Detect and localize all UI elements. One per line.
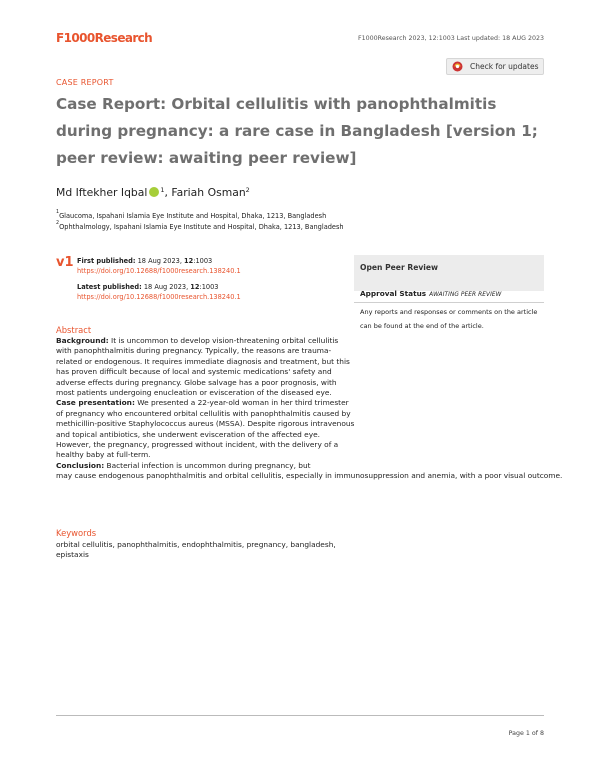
page-number: Page 1 of 8 [508,730,544,737]
latest-published-volume: 12 [190,283,200,291]
approval-status-value: AWAITING PEER REVIEW [429,292,502,298]
affiliation [56,223,344,231]
peer-review-title: Open Peer Review [360,263,439,272]
approval-status-label: Approval Status [360,289,427,298]
citation-line: F1000Research 2023, 12:1003 Last updated: 18 AUG 2023 [358,35,544,42]
latest-published-doi-link[interactable]: https://doi.org/10.12688/f1000research.138240.1 [77,293,241,301]
first-published-date: 18 Aug 2023, [135,257,185,265]
author-list [56,186,250,199]
first-published-block [77,256,241,276]
latest-published-page: :1003 [199,283,219,291]
first-published-label: First published: [77,257,136,265]
first-published-volume: 12 [184,257,194,265]
latest-published-label: Latest published: [77,283,142,291]
journal-logo[interactable]: F1000Research [56,31,153,45]
article-title: Case Report: Orbital cellulitis with panophthalmitis during pregnancy: a rare case in Bangladesh [version 1; peer review: awaiting peer review] [56,95,538,167]
latest-published-block [77,282,241,302]
conclusion-label: Conclusion: [56,460,105,470]
affiliation-number: 1 [56,210,60,215]
article-type: CASE REPORT [56,78,114,87]
version-label: v1 [56,255,74,270]
case-presentation-label: Case presentation: [56,398,135,408]
abstract-case [56,398,356,460]
affiliation-text: Ophthalmology, Ispahani Islamia Eye Institute and Hospital, Dhaka, 1213, Bangladesh [59,223,344,232]
case-presentation-text: We presented a 22-year-old woman in her third trimester of pregnancy who encountered orbital cellulitis with panophthalmitis caused by methicillin-positive Staphylococcus aureus (MSSA). Despite rigorous intravenous and topical antibiotics, she underwent evisceration of the affected eye. However, the pregnancy, progressed without incident, with the delivery of a healthy baby at full-term. [56,398,355,460]
check-for-updates-button[interactable] [446,58,544,75]
crossmark-icon [452,61,463,72]
check-for-updates-label: Check for updates [470,62,539,71]
divider [354,302,544,303]
author-name[interactable]: Md Iftekher Iqbal [56,186,148,199]
affiliation [56,212,326,220]
first-published-page: :1003 [193,257,213,265]
conclusion-overflow-line [56,471,563,481]
background-text: It is uncommon to develop vision-threatening orbital cellulitis with panophthalmitis during pregnancy. Typically, the reasons are trauma-related or endogenous. It requires immediate diagnosis and treatment, but this has proven difficult because of local and systemic medications' safety and adverse effects during pregnancy. Globe salvage has a poor prognosis, with most patients undergoing enucleation or evisceration of the diseased eye. [56,336,350,398]
keywords-text: orbital cellulitis, panophthalmitis, endophthalmitis, pregnancy, bangladesh, epistaxis [56,540,336,560]
author-name[interactable]: Fariah Osman [171,186,246,199]
author-separator: , [164,186,172,199]
abstract-background [56,336,356,398]
conclusion-text: Bacterial infection is uncommon during pregnancy, but [104,460,311,470]
peer-review-header-panel [354,255,544,291]
first-published-doi-link[interactable]: https://doi.org/10.12688/f1000research.138240.1 [77,267,241,275]
affiliation-number: 2 [56,221,60,226]
approval-status [360,289,501,298]
footer-divider [56,715,544,716]
author-affiliation-number: 1 [160,185,165,194]
affiliation-text: Glaucoma, Ispahani Islamia Eye Institute and Hospital, Dhaka, 1213, Bangladesh [59,212,327,221]
latest-published-date: 18 Aug 2023, [141,283,191,291]
conclusion-text-continued: may cause endogenous panophthalmitis and orbital cellulitis, especially in immunosuppression and anemia, with a poor visual outcome. [56,471,563,481]
peer-review-note: Any reports and responses or comments on the article can be found at the end of the article. [360,308,538,330]
abstract-conclusion [56,461,356,471]
orcid-icon[interactable] [149,187,159,197]
background-label: Background: [56,336,109,345]
abstract-body [56,336,563,482]
keywords-heading: Keywords [56,528,97,538]
abstract-heading: Abstract [56,325,92,335]
author-affiliation-number: 2 [245,185,250,194]
